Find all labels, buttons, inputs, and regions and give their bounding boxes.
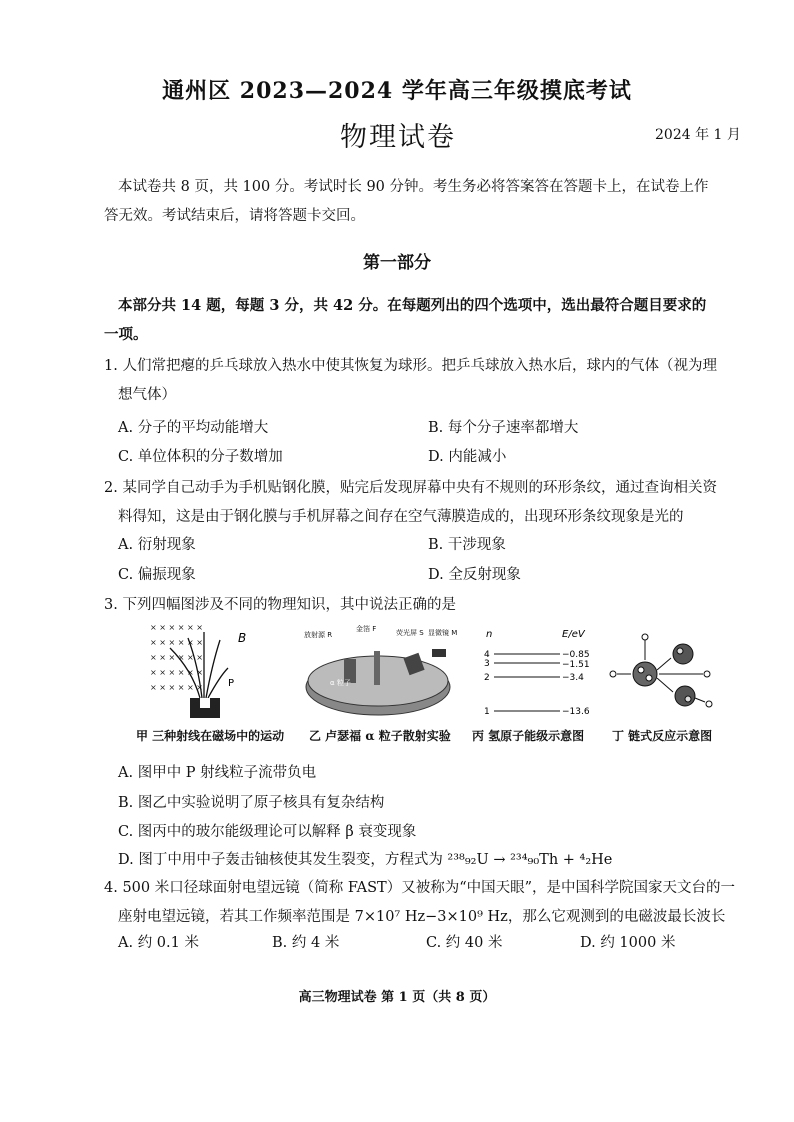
figure-ding-chain-reaction bbox=[605, 630, 725, 720]
q4-stem-2: 座射电望远镜，若其工作频率范围是 7×10⁷ Hz−3×10⁹ Hz，那么它观测到的电磁波最长波长 bbox=[118, 909, 726, 925]
q2-option-b: B. 干涉现象 bbox=[428, 537, 506, 553]
caption-yi: 乙 卢瑟福 α 粒子散射实验 bbox=[309, 729, 451, 743]
page-footer: 高三物理试卷 第 1 页（共 8 页） bbox=[298, 990, 496, 1005]
q1-stem-2: 想气体） bbox=[118, 387, 176, 403]
q3-option-c: C. 图丙中的玻尔能级理论可以解释 β 衰变现象 bbox=[118, 824, 417, 840]
q4-option-b: B. 约 4 米 bbox=[272, 935, 340, 951]
svg-text:× × × × × ×: × × × × × × bbox=[150, 653, 203, 662]
level-e-4: −0.85 bbox=[562, 650, 590, 660]
level-e-3: −1.51 bbox=[562, 660, 590, 670]
label-source: 放射源 R bbox=[304, 631, 333, 639]
q3-option-b: B. 图乙中实验说明了原子核具有复杂结构 bbox=[118, 795, 385, 811]
figure-yi-rutherford bbox=[300, 625, 460, 725]
instructions-line-1: 本试卷共 8 页，共 100 分。考试时长 90 分钟。考生务必将答案答在答题卡上，在试卷上作 bbox=[118, 179, 709, 195]
figure-jia-magnetic-field bbox=[140, 620, 268, 724]
figure-bing-energy-levels bbox=[480, 625, 600, 725]
q1-option-b: B. 每个分子速率都增大 bbox=[428, 420, 579, 436]
exam-title: 通州区 2023—2024 学年高三年级摸底考试 bbox=[162, 78, 632, 104]
subject-title: 物理试卷 bbox=[340, 122, 456, 153]
label-b: B bbox=[238, 631, 247, 645]
caption-bing: 丙 氢原子能级示意图 bbox=[472, 729, 585, 743]
label-p: P bbox=[228, 678, 235, 689]
label-gold-foil: 金箔 F bbox=[356, 625, 377, 633]
section-title: 第一部分 bbox=[363, 253, 431, 273]
q2-stem-1: 2. 某同学自己动手为手机贴钢化膜，贴完后发现屏幕中央有不规则的环形条纹，通过查询相关资 bbox=[104, 480, 717, 496]
caption-ding: 丁 链式反应示意图 bbox=[612, 729, 713, 743]
label-screen: 荧光屏 S bbox=[396, 629, 424, 637]
q2-option-c: C. 偏振现象 bbox=[118, 567, 196, 583]
instructions-line-2: 答无效。考试结束后，请将答题卡交回。 bbox=[104, 208, 365, 224]
q1-option-d: D. 内能减小 bbox=[428, 449, 507, 465]
label-microscope: 显微镜 M bbox=[428, 629, 458, 637]
level-e-1: −13.6 bbox=[562, 707, 590, 717]
section-desc-1: 本部分共 14 题，每题 3 分，共 42 分。在每题列出的四个选项中，选出最符合题目要求的 bbox=[118, 297, 707, 314]
label-alpha: α 粒子 bbox=[330, 679, 351, 687]
q3-stem: 3. 下列四幅图涉及不同的物理知识，其中说法正确的是 bbox=[104, 597, 456, 613]
svg-text:× × × × × ×: × × × × × × bbox=[150, 668, 203, 677]
level-n-1: 1 bbox=[484, 707, 490, 717]
n-header: n bbox=[486, 629, 493, 640]
q3-option-d: D. 图丁中用中子轰击铀核使其发生裂变，方程式为 ²³⁸₉₂U → ²³⁴₉₀Th + ⁴₂He bbox=[118, 852, 613, 868]
q2-option-a: A. 衍射现象 bbox=[118, 537, 196, 553]
q1-stem-1: 1. 人们常把瘪的乒乓球放入热水中使其恢复为球形。把乒乓球放入热水后，球内的气体（视为理 bbox=[104, 358, 717, 374]
q4-option-c: C. 约 40 米 bbox=[426, 935, 503, 951]
svg-text:× × × × × ×: × × × × × × bbox=[150, 638, 203, 647]
q3-option-a: A. 图甲中 P 射线粒子流带负电 bbox=[118, 765, 317, 781]
level-n-4: 4 bbox=[484, 650, 490, 660]
level-e-2: −3.4 bbox=[562, 673, 584, 683]
q1-option-c: C. 单位体积的分子数增加 bbox=[118, 449, 283, 465]
level-n-3: 3 bbox=[484, 659, 490, 669]
svg-text:× × × × × ×: × × × × × × bbox=[150, 623, 203, 632]
level-n-2: 2 bbox=[484, 673, 490, 683]
caption-jia: 甲 三种射线在磁场中的运动 bbox=[136, 729, 285, 743]
q1-option-a: A. 分子的平均动能增大 bbox=[118, 420, 269, 436]
q2-option-d: D. 全反射现象 bbox=[428, 567, 521, 583]
svg-text:× × × × × ×: × × × × × × bbox=[150, 683, 203, 692]
q4-option-d: D. 约 1000 米 bbox=[580, 935, 676, 951]
q4-option-a: A. 约 0.1 米 bbox=[118, 935, 199, 951]
section-desc-2: 一项。 bbox=[104, 326, 148, 343]
e-header: E/eV bbox=[562, 629, 585, 640]
exam-date: 2024 年 1 月 bbox=[655, 127, 741, 143]
q4-stem-1: 4. 500 米口径球面射电望远镜（简称 FAST）又被称为“中国天眼”，是中国科学院国家天文台的一 bbox=[104, 880, 736, 896]
q2-stem-2: 料得知，这是由于钢化膜与手机屏幕之间存在空气薄膜造成的，出现环形条纹现象是光的 bbox=[118, 509, 684, 525]
